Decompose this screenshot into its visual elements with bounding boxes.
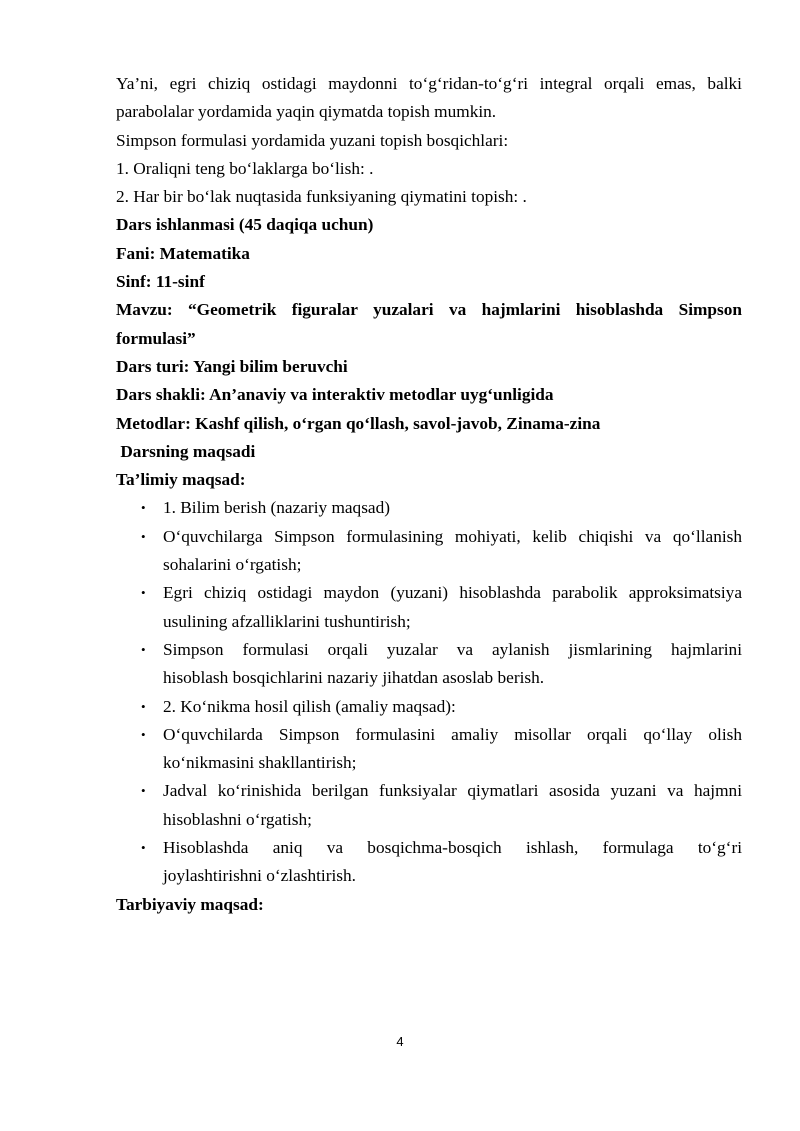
lesson-title: Dars ishlanmasi (45 daqiqa uchun) — [116, 215, 374, 235]
bullet-icon: • — [141, 585, 146, 601]
list-item — [116, 693, 742, 721]
list-item-line: sohalarini o‘rgatish; — [163, 555, 302, 575]
list-item-line: usulining afzalliklarini tushuntirish; — [163, 611, 411, 631]
educational-goal-heading: Ta’limiy maqsad: — [116, 470, 246, 490]
list-item-line: Egri chiziq ostidagi maydon (yuzani) hisoblashda parabolik approksimatsiya — [163, 583, 742, 603]
list-item-line: 1. Bilim berish (nazariy maqsad) — [163, 498, 390, 518]
bullet-icon: • — [141, 726, 146, 742]
lesson-topic-line-2: formulasi” — [116, 328, 196, 348]
steps-title: Simpson formulasi yordamida yuzani topish bosqichlari: — [116, 130, 509, 150]
list-item — [116, 721, 742, 778]
intro-paragraph-line-1: Ya’ni, egri chiziq ostidagi maydonni to‘g‘ridan-to‘g‘ri integral orqali emas, balki — [116, 74, 742, 93]
list-item — [116, 523, 742, 580]
list-item — [116, 579, 742, 636]
list-item-line: Hisoblashda aniq va bosqichma-bosqich ishlash, formulaga to‘g‘ri — [163, 838, 742, 858]
list-item-line: O‘quvchilarga Simpson formulasining mohiyati, kelib chiqishi va qo‘llanish — [163, 526, 742, 546]
step-1: 1. Oraliqni teng bo‘laklarga bo‘lish: . — [116, 158, 374, 178]
bullet-icon: • — [141, 641, 146, 657]
bullet-icon: • — [141, 500, 146, 516]
list-item-line: hisoblashni o‘rgatish; — [163, 809, 312, 829]
list-item-line: hisoblash bosqichlarini nazariy jihatdan asoslab berish. — [163, 668, 545, 688]
document-page — [116, 70, 742, 919]
bullet-icon: • — [141, 528, 146, 544]
lesson-methods: Metodlar: Kashf qilish, o‘rgan qo‘llash, savol-javob, Zinama-zina — [116, 413, 601, 433]
list-item-line: Simpson formulasi orqali yuzalar va aylanish jismlarining hajmlarini — [163, 639, 742, 659]
lesson-goal-heading: Darsning maqsadi — [116, 441, 256, 461]
list-item-line: Jadval ko‘rinishida berilgan funksiyalar qiymatlari asosida yuzani va hajmni — [163, 781, 742, 801]
bullet-icon: • — [141, 698, 146, 714]
goal-bullet-list — [116, 494, 742, 890]
lesson-subject: Fani: Matematika — [116, 243, 250, 263]
list-item — [116, 636, 742, 693]
step-2: 2. Har bir bo‘lak nuqtasida funksiyaning qiymatini topish: . — [116, 187, 527, 207]
lesson-type: Dars turi: Yangi bilim beruvchi — [116, 356, 348, 376]
list-item-line: ko‘nikmasini shakllantirish; — [163, 753, 357, 773]
bullet-icon: • — [141, 840, 146, 856]
page-number: 4 — [396, 1034, 404, 1049]
list-item — [116, 834, 742, 891]
bullet-icon: • — [141, 783, 146, 799]
list-item — [116, 494, 742, 522]
list-item-line: joylashtirishni o‘zlashtirish. — [163, 866, 356, 886]
list-item-line: O‘quvchilarda Simpson formulasini amaliy misollar orqali qo‘llay olish — [163, 724, 742, 744]
intro-paragraph-line-2: parabolalar yordamida yaqin qiymatda topish mumkin. — [116, 102, 497, 122]
lesson-topic-line-1: Mavzu: “Geometrik figuralar yuzalari va hajmlarini hisoblashda Simpson — [116, 300, 742, 320]
lesson-grade: Sinf: 11-sinf — [116, 272, 205, 292]
upbringing-goal-heading: Tarbiyaviy maqsad: — [116, 894, 264, 914]
list-item — [116, 777, 742, 834]
list-item-line: 2. Ko‘nikma hosil qilish (amaliy maqsad): — [163, 696, 456, 716]
lesson-form: Dars shakli: An’anaviy va interaktiv metodlar uyg‘unligida — [116, 385, 554, 405]
